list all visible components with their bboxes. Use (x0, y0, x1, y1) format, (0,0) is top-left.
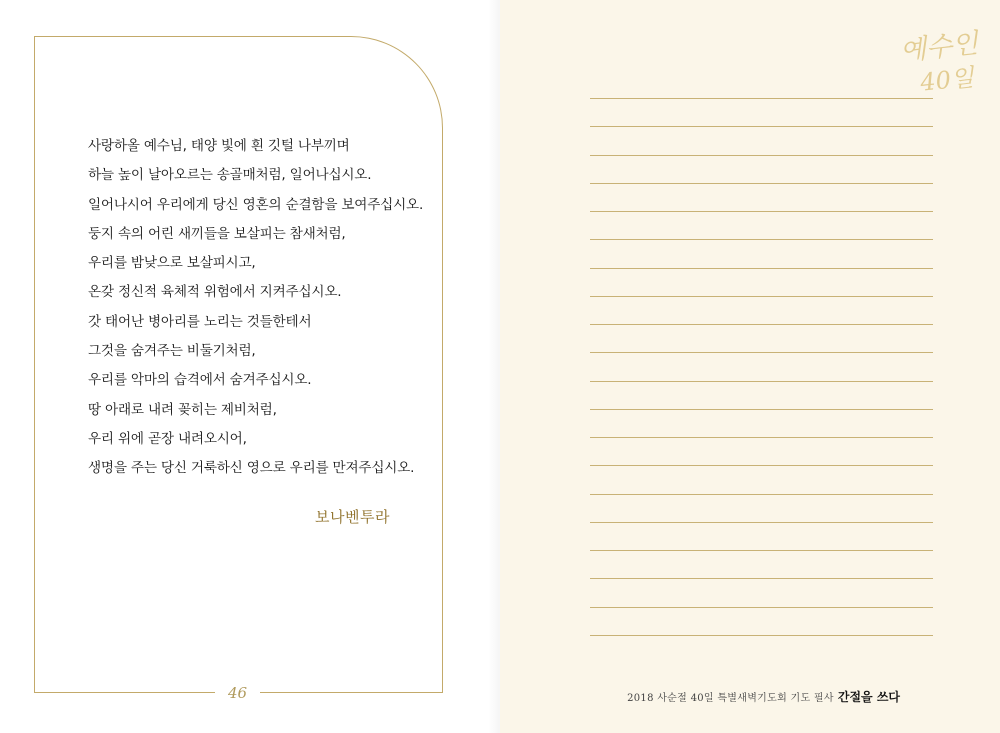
ruled-line (590, 465, 933, 466)
poem-line: 일어나시어 우리에게 당신 영혼의 순결함을 보여주십시오. (88, 196, 424, 213)
poem-line: 갓 태어난 병아리를 노리는 것들한테서 (88, 313, 312, 330)
book-logo (888, 22, 993, 102)
frame-bottom-rule-right (260, 692, 443, 693)
logo-lettering-icon (888, 22, 993, 102)
logo-line2: 40일 (918, 63, 976, 97)
ruled-line (590, 324, 933, 325)
frame-bottom-rule-left (34, 692, 215, 693)
poem-author: 보나벤투라 (315, 508, 390, 526)
ruled-line (590, 409, 933, 410)
ruled-line (590, 607, 933, 608)
ruled-line (590, 550, 933, 551)
footer-book-title: 간절을 쓰다 (837, 690, 900, 704)
ruled-line (590, 239, 933, 240)
ruled-line (590, 578, 933, 579)
poem-line: 우리를 밤낮으로 보살피시고, (88, 255, 256, 272)
ruled-line (590, 296, 933, 297)
poem-line: 둥지 속의 어린 새끼들을 보살피는 참새처럼, (88, 225, 346, 242)
ruled-line (590, 98, 933, 99)
ruled-line (590, 183, 933, 184)
book-footer (600, 686, 900, 708)
page-number: 46 (227, 684, 248, 702)
writing-lines (590, 0, 933, 733)
ruled-line (590, 381, 933, 382)
ruled-line (590, 635, 933, 636)
poem-line: 하늘 높이 날아오르는 송골매처럼, 일어나십시오. (88, 167, 372, 184)
poem-line: 사랑하올 예수님, 태양 빛에 흰 깃털 나부끼며 (88, 138, 350, 154)
ruled-line (590, 437, 933, 438)
prayer-poem (88, 132, 428, 484)
poem-line: 우리 위에 곧장 내려오시어, (88, 430, 247, 447)
ruled-line (590, 126, 933, 127)
poem-line: 생명을 주는 당신 거룩하신 영으로 우리를 만져주십시오. (88, 460, 415, 477)
ruled-line (590, 352, 933, 353)
logo-line1: 예수인 (898, 28, 980, 68)
poem-line: 우리를 악마의 습격에서 숨겨주십시오. (88, 372, 312, 389)
ruled-line (590, 522, 933, 523)
poem-line: 온갖 정신적 육체적 위험에서 지켜주십시오. (88, 284, 342, 301)
ruled-line (590, 155, 933, 156)
book-spine (488, 0, 500, 733)
footer-series-title: 2018 사순절 40일 특별새벽기도회 기도 필사 (627, 693, 834, 704)
ruled-line (590, 211, 933, 212)
poem-line: 땅 아래로 내려 꽂히는 제비처럼, (88, 401, 277, 418)
poem-line: 그것을 숨겨주는 비둘기처럼, (88, 343, 256, 360)
ruled-line (590, 268, 933, 269)
ruled-line (590, 494, 933, 495)
